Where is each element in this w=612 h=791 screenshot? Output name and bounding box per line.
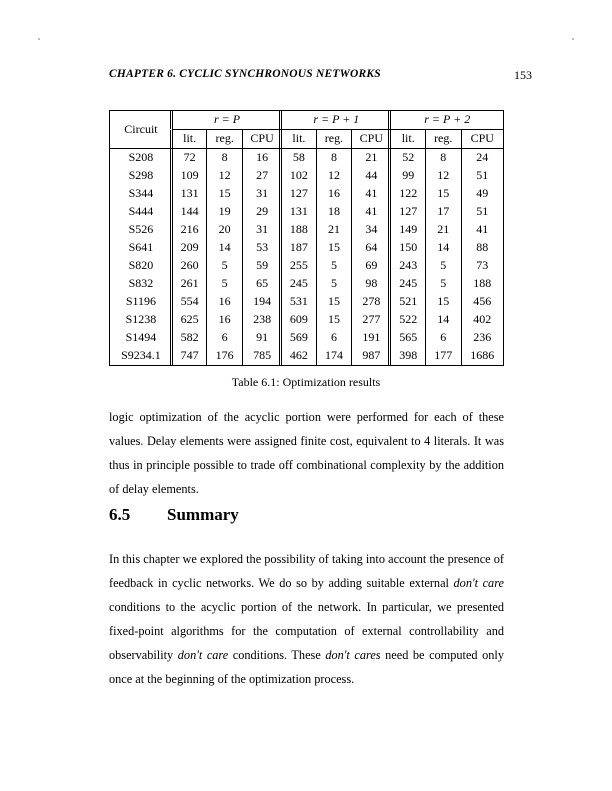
- section-number: 6.5: [109, 505, 131, 524]
- cell-value: 209: [172, 239, 206, 257]
- corner-mark: [38, 38, 40, 40]
- cell-value: 194: [242, 293, 281, 311]
- cell-value: 34: [352, 221, 391, 239]
- results-table: [109, 110, 504, 366]
- cell-value: 19: [207, 203, 243, 221]
- cell-value: 277: [352, 311, 391, 329]
- cell-value: 131: [282, 203, 316, 221]
- header-circuit: Circuit: [124, 121, 158, 136]
- cell-value: 14: [425, 239, 461, 257]
- summary-text-2: conditions to the acyclic portion of the network. In particular, we presented fixed-point algorithms for the computation of external controllability and observability: [109, 600, 504, 662]
- cell-circuit: S1494: [125, 330, 157, 344]
- cell-value: 521: [391, 293, 425, 311]
- table-row: [110, 239, 504, 257]
- cell-value: 216: [172, 221, 206, 239]
- cell-circuit: S1238: [125, 312, 157, 326]
- table-row: [110, 329, 504, 347]
- header-group-1: r = P + 1: [282, 111, 391, 130]
- cell-value: 12: [316, 167, 352, 185]
- cell-value: 17: [425, 203, 461, 221]
- header-sub-2-lit: lit.: [391, 130, 425, 149]
- cell-value: 236: [461, 329, 503, 347]
- cell-value: 987: [352, 347, 391, 366]
- header-sub-2-reg: reg.: [425, 130, 461, 149]
- header-sub-1-reg: reg.: [316, 130, 352, 149]
- cell-value: 8: [425, 149, 461, 168]
- cell-value: 144: [172, 203, 206, 221]
- cell-value: 6: [316, 329, 352, 347]
- table-caption: Table 6.1: Optimization results: [231, 375, 381, 389]
- cell-value: 554: [172, 293, 206, 311]
- cell-value: 21: [352, 149, 391, 168]
- cell-value: 127: [391, 203, 425, 221]
- summary-em-2: don't care: [177, 648, 229, 662]
- cell-value: 41: [461, 221, 503, 239]
- cell-value: 6: [207, 329, 243, 347]
- summary-em-3: don't cares: [325, 648, 381, 662]
- cell-value: 15: [316, 239, 352, 257]
- cell-value: 255: [282, 257, 316, 275]
- cell-value: 49: [461, 185, 503, 203]
- cell-value: 531: [282, 293, 316, 311]
- cell-value: 20: [207, 221, 243, 239]
- cell-value: 609: [282, 311, 316, 329]
- header-group-0: r = P: [172, 111, 281, 130]
- cell-value: 15: [425, 293, 461, 311]
- cell-value: 14: [425, 311, 461, 329]
- header-sub-0-lit: lit.: [172, 130, 206, 149]
- cell-value: 6: [425, 329, 461, 347]
- table-row: [110, 167, 504, 185]
- cell-value: 14: [207, 239, 243, 257]
- cell-value: 109: [172, 167, 206, 185]
- cell-value: 191: [352, 329, 391, 347]
- summary-text-4: need be computed only once at the beginning of the optimization process.: [109, 648, 504, 686]
- cell-circuit: S641: [128, 240, 154, 254]
- table-row: [110, 347, 504, 366]
- cell-value: 122: [391, 185, 425, 203]
- cell-circuit: S444: [128, 204, 154, 218]
- cell-value: 245: [391, 275, 425, 293]
- cell-circuit: S298: [128, 168, 154, 182]
- cell-value: 65: [242, 275, 281, 293]
- cell-value: 73: [461, 257, 503, 275]
- cell-value: 44: [352, 167, 391, 185]
- cell-value: 149: [391, 221, 425, 239]
- summary-text-1: In this chapter we explored the possibility of taking into account the presence of feedback in cyclic networks. We do so by adding suitable external: [109, 552, 504, 590]
- cell-value: 15: [207, 185, 243, 203]
- cell-value: 69: [352, 257, 391, 275]
- cell-value: 747: [172, 347, 206, 366]
- cell-value: 127: [282, 185, 316, 203]
- cell-value: 51: [461, 167, 503, 185]
- table-row: [110, 185, 504, 203]
- cell-value: 5: [425, 257, 461, 275]
- cell-value: 5: [425, 275, 461, 293]
- cell-circuit: S832: [128, 276, 154, 290]
- cell-value: 245: [282, 275, 316, 293]
- cell-value: 398: [391, 347, 425, 366]
- running-head-text: CHAPTER 6. CYCLIC SYNCHRONOUS NETWORKS: [109, 68, 381, 80]
- cell-value: 91: [242, 329, 281, 347]
- table-header-row-groups: [110, 111, 504, 130]
- header-group-2: r = P + 2: [391, 111, 504, 130]
- cell-value: 16: [316, 185, 352, 203]
- cell-value: 5: [316, 257, 352, 275]
- cell-value: 462: [282, 347, 316, 366]
- cell-value: 16: [242, 149, 281, 168]
- cell-value: 53: [242, 239, 281, 257]
- optimization-results-table: [109, 110, 504, 366]
- cell-value: 51: [461, 203, 503, 221]
- cell-value: 64: [352, 239, 391, 257]
- summary-text-3: conditions. These: [228, 648, 326, 662]
- cell-value: 52: [391, 149, 425, 168]
- cell-circuit: S344: [128, 186, 154, 200]
- cell-value: 456: [461, 293, 503, 311]
- cell-circuit: S820: [128, 258, 154, 272]
- cell-value: 31: [242, 185, 281, 203]
- cell-value: 99: [391, 167, 425, 185]
- cell-value: 31: [242, 221, 281, 239]
- cell-value: 188: [282, 221, 316, 239]
- paragraph-summary: [109, 547, 504, 691]
- running-head: [109, 68, 532, 80]
- cell-circuit: S1196: [125, 294, 157, 308]
- cell-value: 27: [242, 167, 281, 185]
- cell-value: 625: [172, 311, 206, 329]
- cell-value: 5: [207, 257, 243, 275]
- table-row: [110, 293, 504, 311]
- cell-value: 1686: [461, 347, 503, 366]
- cell-value: 58: [282, 149, 316, 168]
- cell-value: 261: [172, 275, 206, 293]
- cell-value: 41: [352, 185, 391, 203]
- cell-value: 402: [461, 311, 503, 329]
- header-sub-1-lit: lit.: [282, 130, 316, 149]
- cell-value: 260: [172, 257, 206, 275]
- header-sub-2-cpu: CPU: [461, 130, 503, 149]
- cell-value: 5: [316, 275, 352, 293]
- cell-value: 243: [391, 257, 425, 275]
- cell-value: 21: [316, 221, 352, 239]
- cell-value: 16: [207, 293, 243, 311]
- cell-value: 176: [207, 347, 243, 366]
- cell-value: 177: [425, 347, 461, 366]
- table-head: [110, 111, 504, 149]
- cell-value: 785: [242, 347, 281, 366]
- section-heading: [109, 505, 504, 525]
- corner-mark: [572, 38, 574, 40]
- cell-value: 188: [461, 275, 503, 293]
- header-sub-0-reg: reg.: [207, 130, 243, 149]
- cell-value: 8: [207, 149, 243, 168]
- cell-value: 102: [282, 167, 316, 185]
- cell-value: 88: [461, 239, 503, 257]
- summary-em-1: don't care: [453, 576, 504, 590]
- cell-value: 29: [242, 203, 281, 221]
- cell-value: 41: [352, 203, 391, 221]
- table-row: [110, 311, 504, 329]
- cell-value: 150: [391, 239, 425, 257]
- cell-value: 24: [461, 149, 503, 168]
- paragraph-optimization: logic optimization of the acyclic portion were performed for each of these values. Delay elements were assigned finite cost, equivalent to 4 literals. It was thus in principle possible to trade off combinational complexity by the addition of delay elements.: [109, 410, 504, 496]
- cell-value: 582: [172, 329, 206, 347]
- header-sub-1-cpu: CPU: [352, 130, 391, 149]
- cell-value: 59: [242, 257, 281, 275]
- cell-value: 565: [391, 329, 425, 347]
- table-row: [110, 221, 504, 239]
- table-row: [110, 275, 504, 293]
- cell-value: 15: [316, 293, 352, 311]
- cell-value: 174: [316, 347, 352, 366]
- section-title: Summary: [167, 505, 239, 524]
- cell-value: 238: [242, 311, 281, 329]
- cell-value: 16: [207, 311, 243, 329]
- cell-value: 569: [282, 329, 316, 347]
- cell-value: 5: [207, 275, 243, 293]
- cell-circuit: S9234.1: [121, 348, 161, 362]
- cell-value: 187: [282, 239, 316, 257]
- table-row: [110, 203, 504, 221]
- cell-value: 12: [207, 167, 243, 185]
- cell-value: 131: [172, 185, 206, 203]
- cell-circuit: S526: [128, 222, 154, 236]
- table-row: [110, 257, 504, 275]
- cell-value: 18: [316, 203, 352, 221]
- cell-circuit: S208: [128, 150, 154, 164]
- cell-value: 278: [352, 293, 391, 311]
- cell-value: 21: [425, 221, 461, 239]
- cell-value: 15: [425, 185, 461, 203]
- cell-value: 72: [172, 149, 206, 168]
- cell-value: 98: [352, 275, 391, 293]
- header-sub-0-cpu: CPU: [242, 130, 281, 149]
- cell-value: 15: [316, 311, 352, 329]
- table-row: [110, 149, 504, 168]
- cell-value: 8: [316, 149, 352, 168]
- table-body: [110, 149, 504, 366]
- cell-value: 522: [391, 311, 425, 329]
- page-number: 153: [514, 68, 532, 82]
- cell-value: 12: [425, 167, 461, 185]
